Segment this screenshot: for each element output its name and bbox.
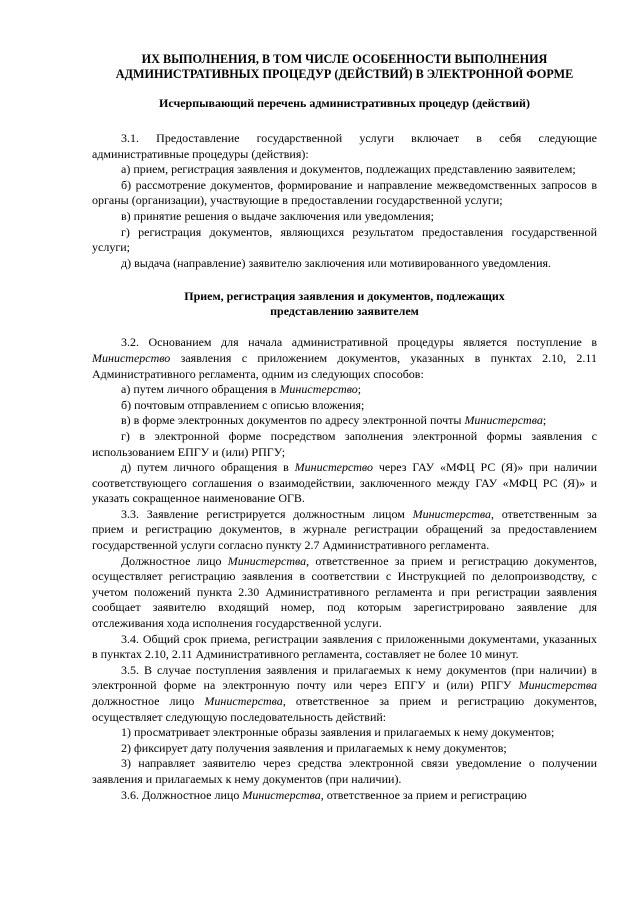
paragraph-3-2-text-a: 3.2. Основанием для начала административной процедуры является поступление в [121,335,597,350]
ministry-name: Министерства [227,553,307,568]
paragraph-3-5 [92,663,597,725]
paragraph-text: , ответственным за прием и регистрацию документов, в журнале регистрации обращений за предоставлением государственной услуги согласно пункту 2.7 Административного регламента. [92,506,597,553]
ministry-name: Министерства [464,413,543,428]
paragraph-text: 3.5. В случае поступления заявления и прилагаемых к нему документов (при наличии) в электронной форме на электронную почту или через ЕПГУ и (или) РПГУ [92,662,597,693]
ministry-name: Министерство [294,460,373,475]
paragraph-3-1-d: д) выдача (направление) заявителю заключения или мотивированного уведомления. [121,255,552,270]
paragraph-3-3-continued [92,554,597,632]
paragraph-text: Должностное лицо [121,553,228,568]
paragraph-3-2-item-d [92,460,597,507]
paragraph-3-3 [92,507,597,554]
section-title-procedures-list: Исчерпывающий перечень административных процедур (действий) [159,96,530,110]
document-page [92,52,597,803]
paragraph-3-6 [92,788,597,804]
paragraph-3-1-a: а) прием, регистрация заявления и документов, подлежащих представлению заявителем; [121,162,576,177]
paragraph-3-2-item-v [92,413,597,429]
ministry-name: Министерство [279,382,358,397]
ministry-name: Министерства [204,694,283,708]
paragraph-3-2-item-a [92,382,597,398]
paragraph-3-2 [92,335,597,382]
paragraph-3-5-item-1: 1) просматривает электронные образы заявления и прилагаемых к нему документов; [121,725,555,740]
section-title-reception-line-1: Прием, регистрация заявления и документов, подлежащих [184,289,505,304]
paragraph-text: , ответственное за прием и регистрацию документов, осуществляет следующую последовательность действий: [92,694,597,724]
paragraph-3-5-item-3: 3) направляет заявителю через средства электронной связи уведомление о получении заявления и прилагаемых к нему документов (при наличии). [92,756,597,786]
paragraph-3-1-b: б) рассмотрение документов, формирование и направление межведомственных запросов в органы (организации), участвующие в предоставлении государственной услуги; [92,177,597,208]
paragraph-3-1-g: г) регистрация документов, являющихся результатом предоставления государственной услуги; [92,224,597,255]
item-text: ; [542,413,547,428]
ministry-name: Министерства [242,787,321,802]
section-title-reception-line-2: представлению заявителем [270,304,419,319]
ministry-name: Министерства [412,506,491,521]
item-text: а) путем личного обращения в [121,382,280,397]
paragraph-3-5-item-2: 2) фиксирует дату получения заявления и прилагаемых к нему документов; [121,740,507,755]
item-text: д) путем личного обращения в [121,460,295,475]
item-text: ; [357,382,362,397]
ministry-name: Министерство [92,350,171,365]
item-text: через ГАУ «МФЦ РС (Я)» при наличии соответствующего соглашения о взаимодействии, заключенного между ГАУ «МФЦ РС (Я)» и указать сокращенное наименование ОГВ. [92,460,597,506]
paragraph-3-2-text-b: заявления с приложением документов, указанных в пунктах 2.10, 2.11 Административного регламента, одним из следующих способов: [92,350,597,381]
paragraph-text: 3.3. Заявление регистрируется должностным лицом [121,506,413,521]
paragraph-text: 3.6. Должностное лицо [121,787,243,802]
document-title-line-1: ИХ ВЫПОЛНЕНИЯ, В ТОМ ЧИСЛЕ ОСОБЕННОСТИ ВЫПОЛНЕНИЯ [141,52,548,66]
document-title-line-2: АДМИНИСТРАТИВНЫХ ПРОЦЕДУР (ДЕЙСТВИЙ) В ЭЛЕКТРОННОЙ ФОРМЕ [115,67,574,81]
paragraph-3-4: 3.4. Общий срок приема, регистрации заявления с приложенными документами, указанных в пунктах 2.10, 2.11 Административного регламента, составляет не более 10 минут. [92,631,597,662]
paragraph-3-1-v: в) принятие решения о выдаче заключения или уведомления; [121,208,434,223]
paragraph-3-2-item-b: б) почтовым отправлением с описью вложения; [121,397,365,412]
item-text: в) в форме электронных документов по адресу электронной почты [121,413,465,428]
paragraph-3-2-item-g: г) в электронной форме посредством заполнения электронной формы заявления с использованием ЕПГУ и (или) РПГУ; [92,428,597,459]
ministry-name: Министерства [518,678,597,693]
paragraph-text: должностное лицо [92,694,205,708]
paragraph-3-1: 3.1. Предоставление государственной услуги включает в себя следующие административные процедуры (действия): [92,131,597,161]
paragraph-text: , ответственное за прием и регистрацию [320,787,527,802]
paragraph-text: , ответственное за прием и регистрацию документов, осуществляет регистрацию заявления в соответствии с Инструкцией по делопроизводству, с учетом положений пункта 2.30 Административного регламента и при регистрации заявления сообщает заявителю входящий номер, под которым зарегистрировано заявление для отслеживания хода исполнения государственной услуги. [92,553,598,631]
